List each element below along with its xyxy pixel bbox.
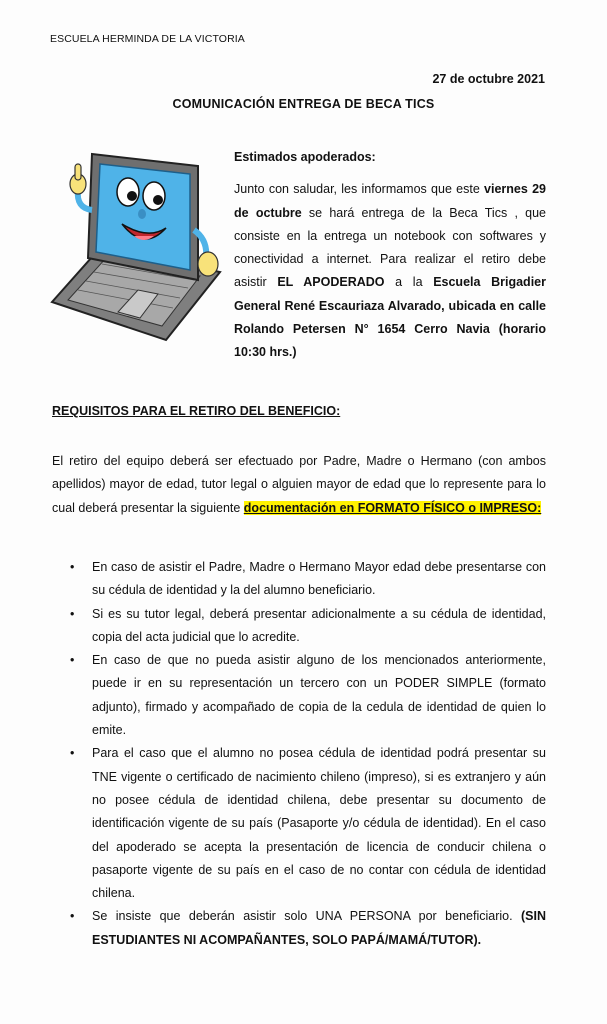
intro-text-3: a la xyxy=(384,275,434,290)
bullet: • xyxy=(70,909,75,924)
bullet: • xyxy=(70,746,75,761)
requirements-paragraph xyxy=(52,450,546,520)
intro-text-1: Junto con saludar, les informamos que este xyxy=(234,182,485,197)
document-date: 27 de octubre 2021 xyxy=(432,72,545,86)
list-item xyxy=(70,556,546,603)
laptop-mascot-icon xyxy=(48,140,226,350)
school-name: ESCUELA HERMINDA DE LA VICTORIA xyxy=(50,33,245,45)
list-item xyxy=(70,905,546,952)
list-item-text: En caso de asistir el Padre, Madre o Hermano Mayor edad debe presentarse con su cédula de identidad y la del alumno beneficiario. xyxy=(92,560,546,598)
document-title: COMUNICACIÓN ENTREGA DE BECA TICS xyxy=(172,97,435,111)
list-item-bold: (SIN ESTUDIANTES NI ACOMPAÑANTES, SOLO PAPÁ/MAMÁ/TUTOR). xyxy=(92,909,546,947)
bullet: • xyxy=(70,653,75,668)
list-item xyxy=(70,649,546,742)
intro-location-bold: Escuela Brigadier General René Escauriaza Alvarado, ubicada en calle Rolando Petersen N° 1654 Cerro Navia (horario 10:30 hrs.) xyxy=(234,275,546,360)
list-item-text: Si es su tutor legal, deberá presentar adicionalmente a su cédula de identidad, copia del acta judicial que lo acredite. xyxy=(92,606,546,644)
list-item xyxy=(70,603,546,650)
bullet: • xyxy=(70,560,75,574)
requirements-text: El retiro del equipo deberá ser efectuado por Padre, Madre o Hermano (con ambos apellidos) mayor de edad, tutor legal o alguien mayor de edad que lo represente para lo cual deberá presentar la siguiente xyxy=(52,454,546,515)
list-item-text: Se insiste que deberán asistir solo UNA PERSONA por beneficiario. xyxy=(92,909,521,924)
intro-date-bold: viernes 29 de octubre xyxy=(234,182,546,220)
intro-text-2: se hará entrega de la Beca Tics , que consiste en la entrega un notebook con softwares y conectividad a internet. Para realizar el retiro debe asistir xyxy=(234,205,546,290)
requirements-list xyxy=(70,556,546,952)
list-item-text: En caso de que no pueda asistir alguno de los mencionados anteriormente, puede ir en su representación un tercero con un PODER SIMPLE (formato adjunto), firmado y acompañado de copia de la cedula de identidad de quien lo emite. xyxy=(92,653,546,738)
list-item-text: Para el caso que el alumno no posea cédula de identidad podrá presentar su TNE vigente o certificado de nacimiento chileno (impreso), si es extranjero y aún no posee cédula de identidad chilena, debe presentar su documento de identificación vigente de su país (Pasaporte y/o cédula de identidad). En el caso del apoderado se acepta la presentación de licencia de conducir chilena o pasaporte vigente de su país en el caso de no contar con cédula de identidad chilena. xyxy=(92,746,546,901)
greeting: Estimados apoderados: xyxy=(234,150,376,164)
highlighted-documentation: documentación en FORMATO FÍSICO o IMPRESO: xyxy=(243,500,542,515)
list-item xyxy=(70,742,546,905)
bullet: • xyxy=(70,606,75,621)
intro-block xyxy=(234,146,546,365)
intro-paragraph xyxy=(234,178,546,364)
intro-guardian-bold: EL APODERADO xyxy=(277,275,385,290)
requirements-heading: REQUISITOS PARA EL RETIRO DEL BENEFICIO: xyxy=(52,404,341,418)
